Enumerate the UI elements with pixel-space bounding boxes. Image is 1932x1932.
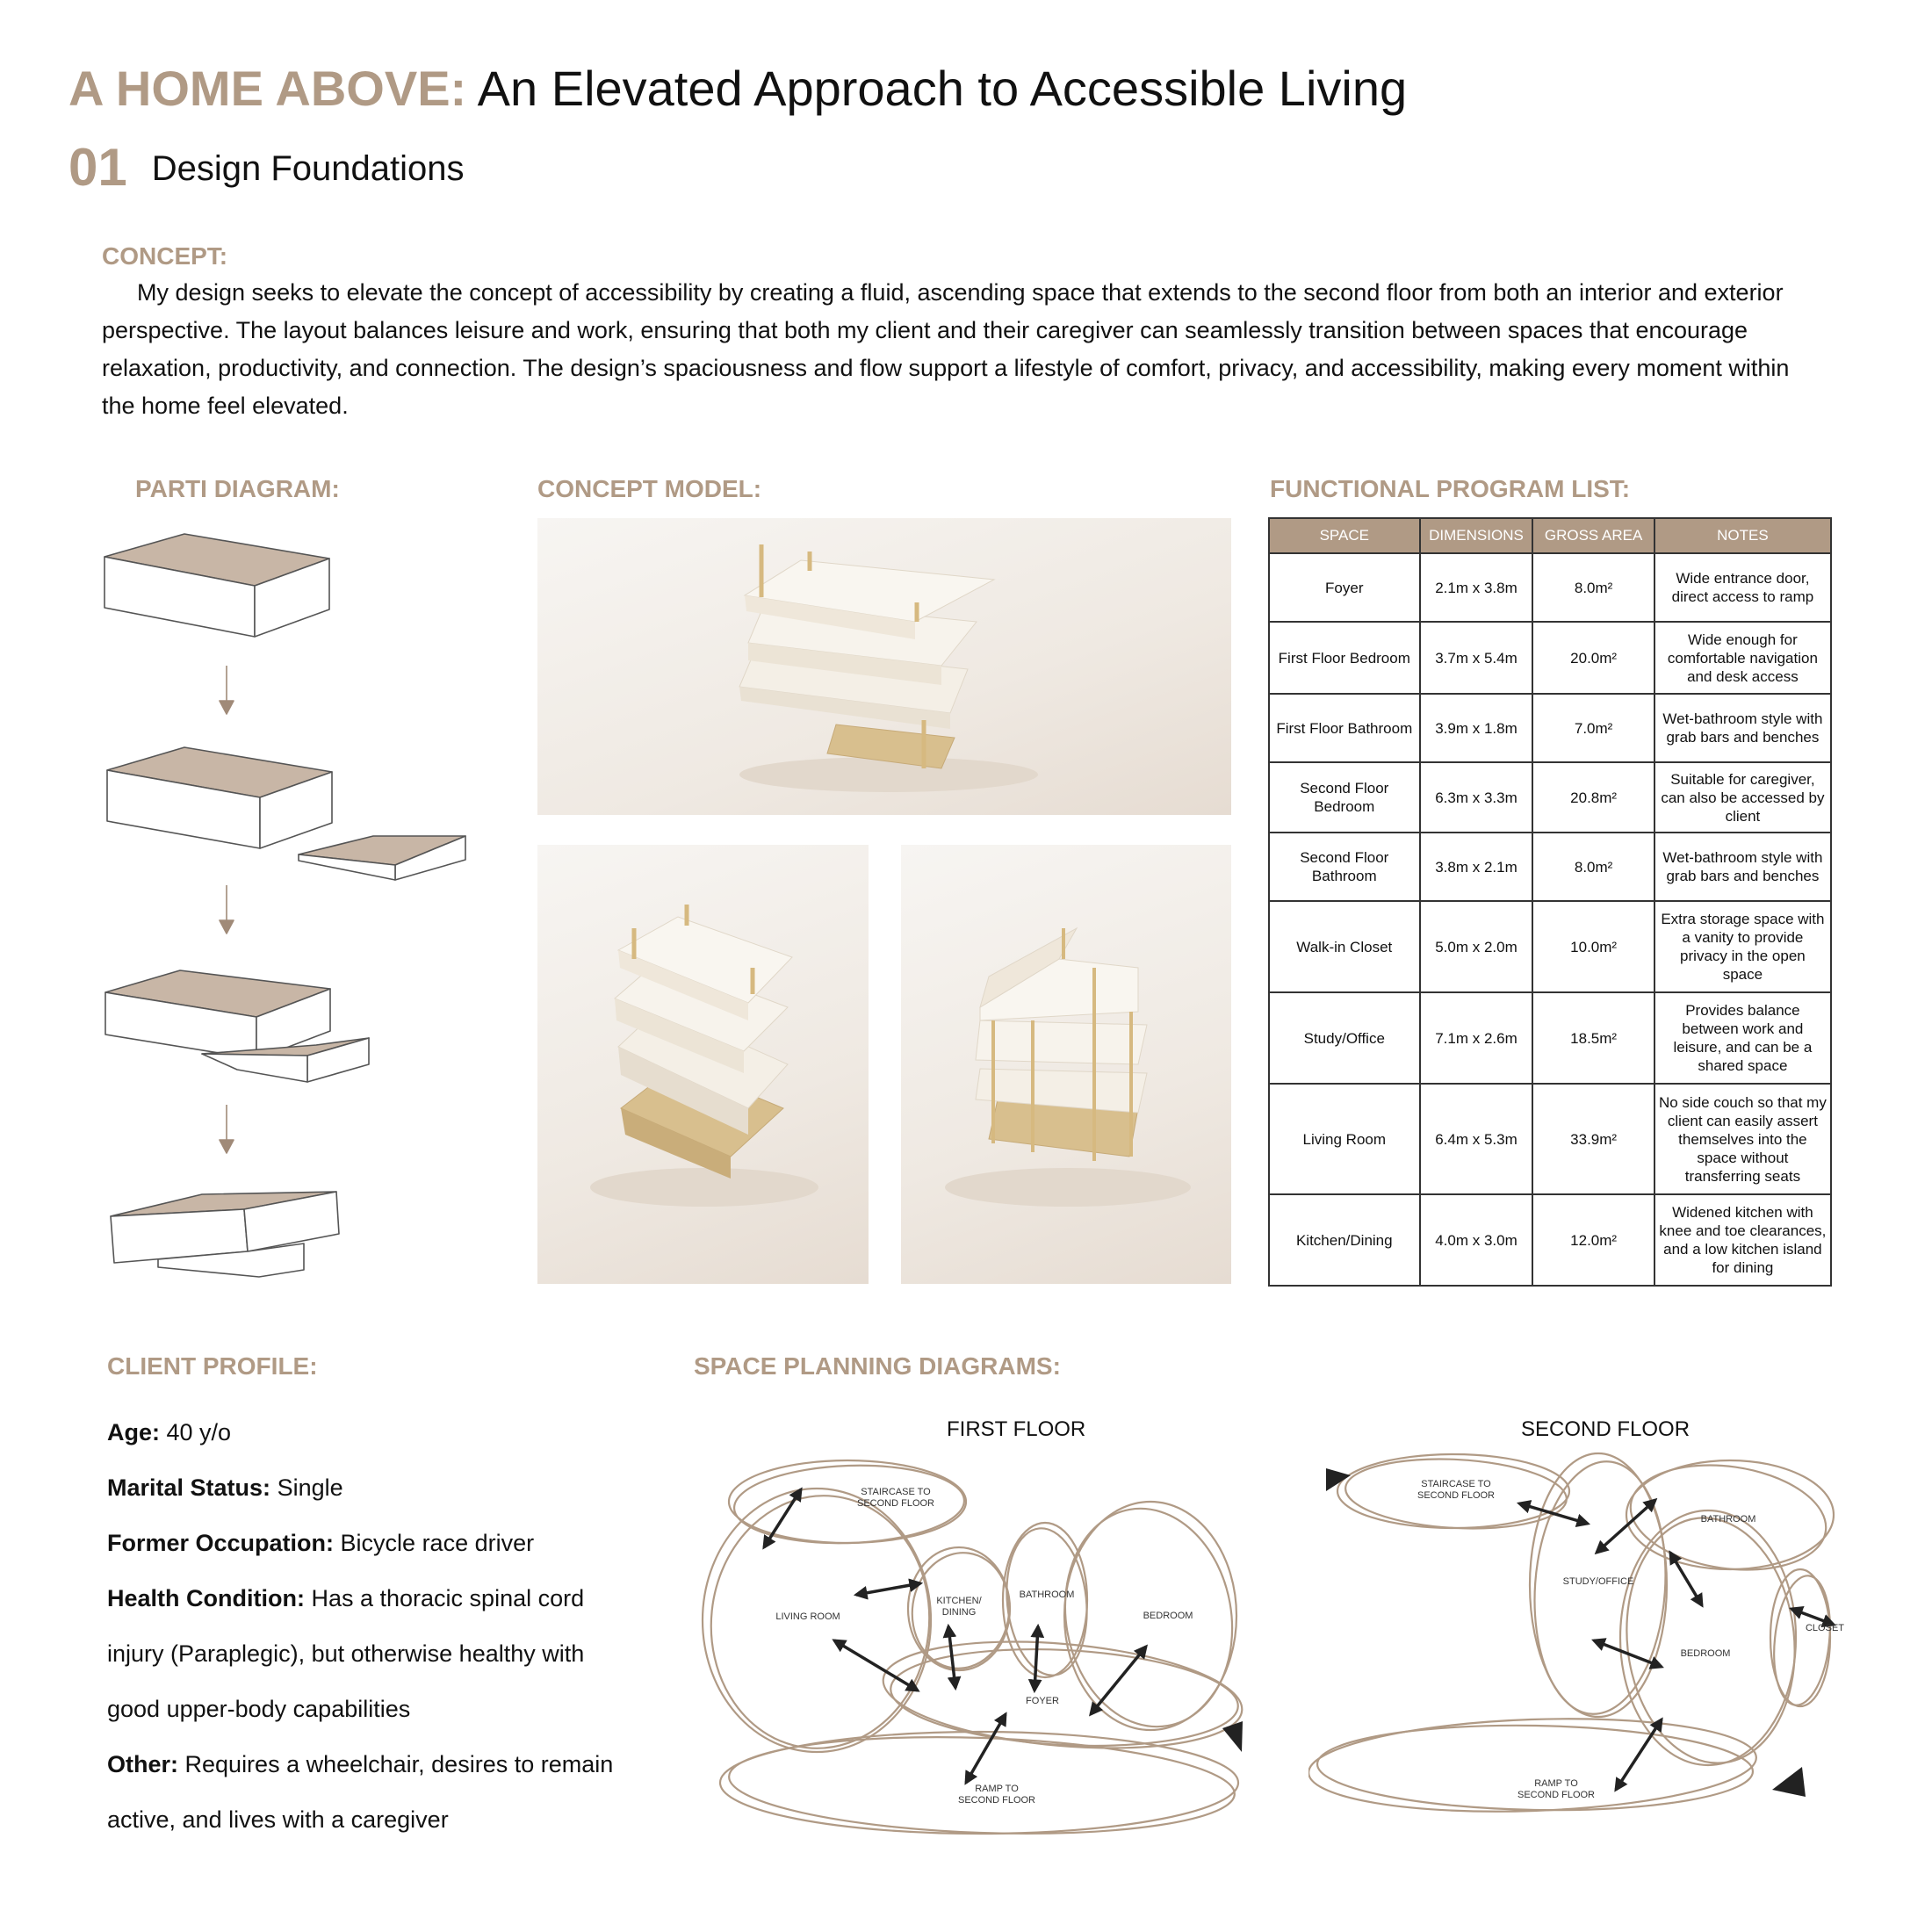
- dimensions-cell: 5.0m x 2.0m: [1420, 901, 1533, 992]
- ramp-bubble: [1308, 1712, 1758, 1819]
- client-occupation: [107, 1516, 643, 1571]
- page-title: [68, 60, 1407, 117]
- space-cell: Walk-in Closet: [1269, 901, 1420, 992]
- bedroom-label: BEDROOM: [1680, 1648, 1731, 1659]
- dimensions-cell: 4.0m x 3.0m: [1420, 1194, 1533, 1286]
- table-row: [1269, 762, 1831, 833]
- entry-triangle-icon: [1772, 1767, 1806, 1797]
- table-header-row: [1269, 518, 1831, 553]
- notes-cell: Wet-bathroom style with grab bars and benches: [1654, 694, 1831, 762]
- space-cell: Living Room: [1269, 1084, 1420, 1194]
- table-row: [1269, 694, 1831, 762]
- concept-heading: CONCEPT:: [102, 242, 228, 270]
- concept-text: My design seeks to elevate the concept of accessibility by creating a fluid, ascending space that extends to the second floor from both an interior and exterior perspective. The layout balances leisure and work, ensuring that both my client and their caregiver can seamlessly transition between spaces that encourage relaxation, productivity, and connection. The design’s spaciousness and flow support a lifestyle of comfort, privacy, and accessibility, making every moment within the home feel elevated.: [102, 279, 1790, 419]
- study-label: STUDY/OFFICE: [1562, 1576, 1634, 1587]
- space-cell: First Floor Bedroom: [1269, 622, 1420, 694]
- kitchen-label-1: KITCHEN/: [936, 1596, 982, 1606]
- space-cell: Second Floor Bathroom: [1269, 833, 1420, 901]
- dimensions-cell: 6.4m x 5.3m: [1420, 1084, 1533, 1194]
- space-planning-heading: SPACE PLANNING DIAGRAMS:: [694, 1352, 1061, 1380]
- parti-diagram: [97, 518, 474, 1291]
- space-cell: Study/Office: [1269, 992, 1420, 1084]
- concept-model-photo-3: [901, 845, 1231, 1284]
- area-cell: 8.0m²: [1532, 553, 1654, 622]
- arrow-down-icon: [220, 1105, 234, 1153]
- concept-model-photo-2: [537, 845, 869, 1284]
- first-floor-label: FIRST FLOOR: [947, 1417, 1086, 1441]
- second-floor-label: SECOND FLOOR: [1521, 1417, 1690, 1441]
- area-cell: 18.5m²: [1532, 992, 1654, 1084]
- client-profile: [107, 1405, 643, 1848]
- section-number: 01: [68, 138, 127, 197]
- concept-model-photo-1: [537, 518, 1231, 815]
- age-label: Age:: [107, 1419, 160, 1445]
- occupation-value: Bicycle race driver: [340, 1530, 535, 1556]
- dimensions-cell: 3.7m x 5.4m: [1420, 622, 1533, 694]
- dimensions-cell: 2.1m x 3.8m: [1420, 553, 1533, 622]
- title-accent: A HOME ABOVE:: [68, 61, 467, 116]
- table-row: [1269, 1084, 1831, 1194]
- bathroom-bubble: [1003, 1523, 1087, 1677]
- notes-cell: Widened kitchen with knee and toe clearances, and a low kitchen island for dining: [1654, 1194, 1831, 1286]
- second-floor-bubble-diagram: [1308, 1449, 1844, 1835]
- other-value: Requires a wheelchair, desires to remain active, and lives with a caregiver: [107, 1751, 614, 1833]
- parti-block-2: [107, 747, 465, 880]
- arrow-down-icon: [220, 885, 234, 934]
- table-row: [1269, 992, 1831, 1084]
- staircase-label-2: SECOND FLOOR: [856, 1498, 935, 1509]
- notes-cell: Extra storage space with a vanity to provide privacy in the open space: [1654, 901, 1831, 992]
- occupation-label: Former Occupation:: [107, 1530, 335, 1556]
- notes-cell: Wide enough for comfortable navigation and desk access: [1654, 622, 1831, 694]
- space-cell: Second Floor Bedroom: [1269, 762, 1420, 833]
- marital-value: Single: [277, 1474, 343, 1501]
- bathroom-label: BATHROOM: [1700, 1514, 1756, 1525]
- entry-triangle-icon: [1222, 1721, 1243, 1752]
- parti-block-3: [105, 970, 369, 1082]
- program-heading: FUNCTIONAL PROGRAM LIST:: [1270, 475, 1631, 502]
- client-other: [107, 1737, 643, 1848]
- table-row: [1269, 901, 1831, 992]
- space-cell: Kitchen/Dining: [1269, 1194, 1420, 1286]
- ramp-label-1: RAMP TO: [975, 1784, 1019, 1794]
- area-cell: 20.8m²: [1532, 762, 1654, 833]
- marital-label: Marital Status:: [107, 1474, 271, 1501]
- first-floor-bubble-diagram: [685, 1449, 1256, 1835]
- table-row: [1269, 553, 1831, 622]
- living-room-label: LIVING ROOM: [775, 1611, 840, 1622]
- column-header-space: SPACE: [1269, 518, 1420, 553]
- notes-cell: Provides balance between work and leisure, and can be a shared space: [1654, 992, 1831, 1084]
- section-title: [68, 137, 465, 198]
- table-row: [1269, 622, 1831, 694]
- staircase-label-1: STAIRCASE TO: [861, 1487, 931, 1497]
- column-header-dimensions: DIMENSIONS: [1420, 518, 1533, 553]
- column-header-notes: NOTES: [1654, 518, 1831, 553]
- program-table: [1268, 517, 1832, 1287]
- area-cell: 10.0m²: [1532, 901, 1654, 992]
- dimensions-cell: 3.8m x 2.1m: [1420, 833, 1533, 901]
- bedroom-label: BEDROOM: [1143, 1611, 1193, 1621]
- age-value: 40 y/o: [166, 1419, 232, 1445]
- notes-cell: Suitable for caregiver, can also be accessed by client: [1654, 762, 1831, 833]
- ramp-label-2: SECOND FLOOR: [1517, 1790, 1596, 1800]
- parti-block-4: [111, 1192, 339, 1277]
- notes-cell: No side couch so that my client can easily assert themselves into the space without transferring seats: [1654, 1084, 1831, 1194]
- table-row: [1269, 1194, 1831, 1286]
- parti-heading: PARTI DIAGRAM:: [135, 475, 340, 502]
- notes-cell: Wet-bathroom style with grab bars and benches: [1654, 833, 1831, 901]
- health-value: Has a thoracic spinal cord injury (Paraplegic), but otherwise healthy with good upper-body capabilities: [107, 1585, 585, 1722]
- notes-cell: Wide entrance door, direct access to ramp: [1654, 553, 1831, 622]
- space-cell: Foyer: [1269, 553, 1420, 622]
- area-cell: 7.0m²: [1532, 694, 1654, 762]
- arrow-down-icon: [220, 666, 234, 714]
- space-cell: First Floor Bathroom: [1269, 694, 1420, 762]
- dimensions-cell: 6.3m x 3.3m: [1420, 762, 1533, 833]
- foyer-label: FOYER: [1026, 1696, 1059, 1706]
- client-marital: [107, 1460, 643, 1516]
- area-cell: 12.0m²: [1532, 1194, 1654, 1286]
- staircase-label-1: STAIRCASE TO: [1421, 1479, 1491, 1489]
- health-label: Health Condition:: [107, 1585, 305, 1611]
- model-heading: CONCEPT MODEL:: [537, 475, 762, 502]
- staircase-label-2: SECOND FLOOR: [1417, 1490, 1496, 1501]
- other-label: Other:: [107, 1751, 178, 1777]
- kitchen-label-2: DINING: [941, 1607, 977, 1618]
- title-rest: An Elevated Approach to Accessible Living: [477, 61, 1408, 116]
- bathroom-label: BATHROOM: [1019, 1590, 1075, 1600]
- parti-block-1: [105, 534, 329, 637]
- client-health: [107, 1571, 643, 1737]
- client-age: [107, 1405, 643, 1460]
- column-header-gross-area: GROSS AREA: [1532, 518, 1654, 553]
- closet-label: CLOSET: [1805, 1623, 1844, 1633]
- area-cell: 8.0m²: [1532, 833, 1654, 901]
- area-cell: 33.9m²: [1532, 1084, 1654, 1194]
- ramp-label-2: SECOND FLOOR: [957, 1795, 1036, 1806]
- dimensions-cell: 7.1m x 2.6m: [1420, 992, 1533, 1084]
- area-cell: 20.0m²: [1532, 622, 1654, 694]
- table-row: [1269, 833, 1831, 901]
- client-heading: CLIENT PROFILE:: [107, 1352, 318, 1380]
- dimensions-cell: 3.9m x 1.8m: [1420, 694, 1533, 762]
- ramp-label-1: RAMP TO: [1534, 1778, 1578, 1789]
- foyer-bubble: [879, 1628, 1247, 1761]
- section-name: Design Foundations: [151, 149, 465, 188]
